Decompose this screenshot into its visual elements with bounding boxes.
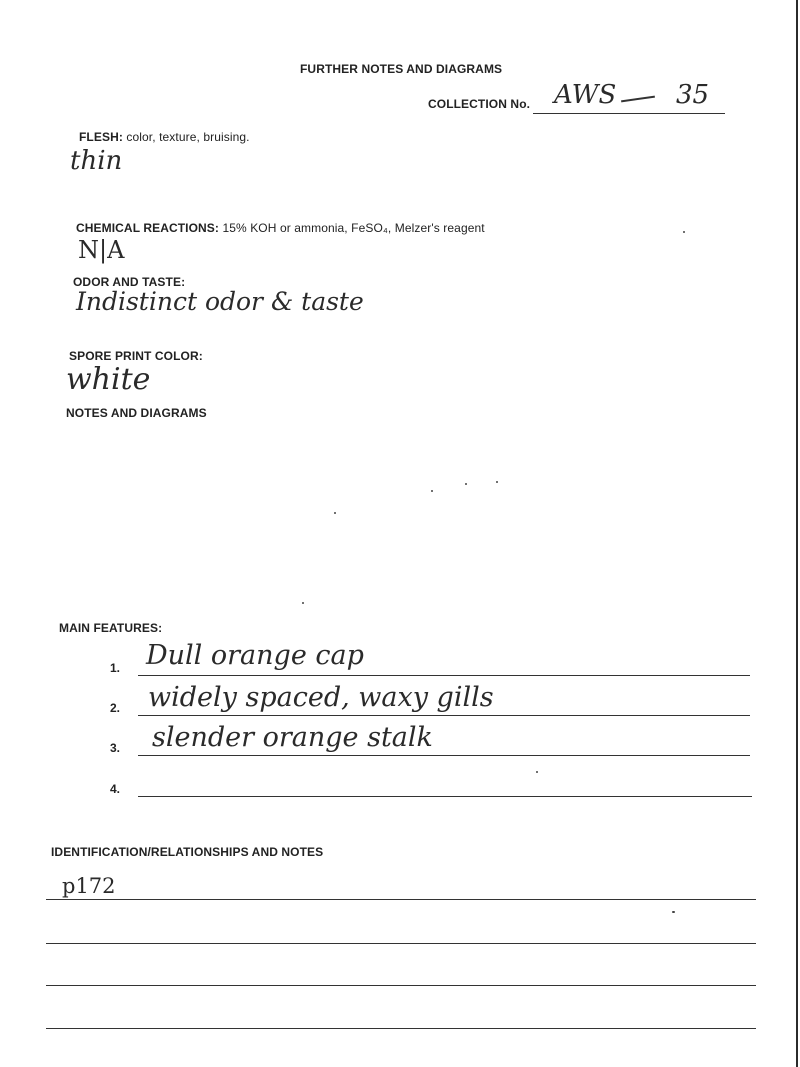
form-title: FURTHER NOTES AND DIAGRAMS bbox=[300, 62, 503, 76]
collection-suffix: 35 bbox=[676, 80, 710, 110]
flesh-section bbox=[79, 130, 250, 144]
chemical-hint: 15% KOH or ammonia, FeSO₄, Melzer's reagent bbox=[222, 221, 485, 235]
identification-line bbox=[46, 943, 756, 944]
scan-speck bbox=[302, 602, 304, 604]
spore-value: white bbox=[66, 362, 151, 397]
main-features-label: MAIN FEATURES: bbox=[59, 621, 163, 635]
feature-line bbox=[138, 675, 750, 676]
scan-speck bbox=[496, 481, 498, 483]
collection-value: AWS bbox=[554, 80, 617, 110]
feature-number: 3. bbox=[110, 741, 121, 755]
feature-number: 4. bbox=[110, 782, 121, 796]
chemical-label: CHEMICAL REACTIONS: bbox=[76, 221, 220, 235]
scan-speck bbox=[672, 911, 675, 913]
notes-label: NOTES AND DIAGRAMS bbox=[66, 406, 207, 420]
feature-number: 1. bbox=[110, 661, 121, 675]
identification-value: p172 bbox=[62, 874, 116, 898]
feature-line bbox=[138, 715, 750, 716]
flesh-value: thin bbox=[70, 146, 123, 176]
identification-label: IDENTIFICATION/RELATIONSHIPS AND NOTES bbox=[51, 845, 324, 859]
feature-number: 2. bbox=[110, 701, 121, 715]
feature-line bbox=[138, 796, 752, 797]
spore-label: SPORE PRINT COLOR: bbox=[69, 349, 203, 363]
chemical-value: N|A bbox=[78, 236, 125, 264]
feature-value: slender orange stalk bbox=[152, 722, 433, 753]
collection-label: COLLECTION No. bbox=[428, 97, 531, 111]
flesh-label: FLESH: bbox=[79, 130, 123, 144]
feature-line bbox=[138, 755, 750, 756]
identification-line bbox=[46, 1028, 756, 1029]
scan-speck bbox=[683, 231, 685, 233]
collection-strikeout bbox=[621, 96, 655, 103]
scan-speck bbox=[334, 512, 336, 514]
collection-line bbox=[533, 113, 725, 114]
odor-value: Indistinct odor & taste bbox=[76, 287, 364, 316]
chemical-section bbox=[76, 221, 485, 235]
odor-label: ODOR AND TASTE: bbox=[73, 275, 186, 289]
scan-speck bbox=[465, 483, 467, 485]
scan-speck bbox=[536, 771, 538, 773]
identification-line bbox=[46, 899, 756, 900]
identification-line bbox=[46, 985, 756, 986]
feature-value: widely spaced, waxy gills bbox=[148, 682, 494, 713]
feature-value: Dull orange cap bbox=[146, 640, 364, 671]
scan-speck bbox=[431, 490, 433, 492]
flesh-hint: color, texture, bruising. bbox=[126, 130, 250, 144]
page-edge bbox=[796, 0, 798, 1067]
